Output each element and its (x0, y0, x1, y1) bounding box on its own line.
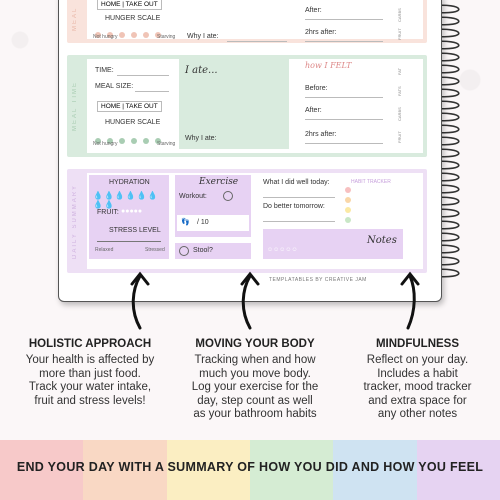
habit-dot-2[interactable] (345, 197, 351, 203)
hydration-box (89, 175, 169, 259)
two-hrs-line-2[interactable] (305, 143, 383, 144)
scale-low-label: Not hungry (93, 34, 118, 40)
habit-tracker-label: HABIT TRACKER (351, 179, 391, 185)
arrow-icon-middle (230, 270, 270, 330)
feature-line: Reflect on your day. (366, 354, 469, 366)
feature-line: Tracking when and how (194, 354, 316, 366)
notes-box[interactable] (263, 229, 403, 259)
meal-time-side-label: MEAL TIME (72, 81, 78, 132)
did-well-line[interactable] (263, 197, 335, 198)
fruit-label: FRUIT: (97, 209, 119, 216)
footer-text: END YOUR DAY WITH A SUMMARY OF HOW YOU DID AND HOW YOU FEEL (16, 460, 484, 474)
time-label: TIME: (95, 67, 114, 74)
tag-fruit: FRUIT (397, 28, 402, 40)
meal-side-label: MEAL (72, 6, 78, 32)
meal-inner-2 (87, 59, 423, 153)
feature-line: more than just food. (39, 367, 141, 380)
why-ate-line[interactable] (227, 41, 287, 42)
stress-high-label: Stressed (145, 247, 165, 253)
habit-dot-3[interactable] (345, 207, 351, 213)
stress-low-label: Relaxed (95, 247, 114, 253)
planner-page (58, 0, 442, 302)
meal-section-1 (67, 0, 427, 43)
stool-box[interactable] (175, 243, 251, 259)
tag-fats: FATS (397, 86, 402, 96)
tag-fruit-2: FRUIT (397, 131, 402, 143)
feature-line: tracker, mood tracker (363, 381, 472, 393)
feature-mindfulness (345, 338, 490, 422)
feature-line: Track your water intake, (28, 381, 152, 393)
meal-inner-1 (87, 0, 423, 39)
feature-line: day, step count as well (197, 394, 313, 407)
daily-inner (87, 173, 423, 269)
time-line[interactable] (117, 75, 169, 76)
footprint-icon: 👣 (181, 219, 190, 226)
credit-text: TEMPLATABLES BY CREATIVE JAM (269, 277, 367, 283)
feature-title: MINDFULNESS (375, 338, 460, 350)
tag-carbs: CARBS (397, 8, 402, 22)
feature-title: MOVING YOUR BODY (195, 338, 315, 350)
why-ate-label-2: Why I ate: (185, 135, 217, 142)
exercise-title: Exercise (199, 177, 239, 187)
workout-label: Workout: (179, 193, 207, 200)
feature-line: as your bathroom habits (193, 408, 317, 420)
feature-line: Includes a habit (377, 367, 458, 380)
feature-line: much you move body. (199, 367, 311, 380)
what-did-well-label: What I did well today: (263, 179, 330, 186)
home-takeout-toggle[interactable]: HOME | TAKE OUT (97, 0, 162, 10)
hunger-scale-label-2: HUNGER SCALE (105, 119, 161, 126)
feature-line: fruit and stress levels! (34, 394, 146, 407)
scale-high-label-2: Starving (157, 141, 176, 147)
why-ate-label: Why I ate: (187, 33, 219, 40)
scale-low-label-2: Not hungry (93, 141, 118, 147)
water-drop-icons[interactable]: 💧💧💧💧💧💧💧💧 (93, 191, 159, 209)
feature-line: any other notes (377, 408, 458, 420)
after-label: After: (305, 7, 322, 14)
fruit-circle-icons[interactable]: ●●●●● (121, 208, 143, 215)
tag-carbs-2: CARBS (397, 107, 402, 121)
after-label-2: After: (305, 107, 322, 114)
daily-summary-side-label: DAILY SUMMARY (72, 183, 78, 259)
do-better-line[interactable] (263, 221, 335, 222)
two-hrs-after-label: 2hrs after: (305, 29, 337, 36)
tag-fat: FAT (397, 67, 402, 75)
stool-label: Stool? (193, 247, 213, 254)
scale-high-label: Starving (157, 34, 176, 40)
arrow-icon-left (120, 270, 160, 330)
clock-icon (223, 191, 233, 201)
meal-section-2 (67, 55, 427, 157)
habit-dot-4[interactable] (345, 217, 351, 223)
after-line-2[interactable] (305, 119, 383, 120)
feature-title: HOLISTIC APPROACH (28, 338, 152, 350)
stress-slider[interactable] (97, 241, 161, 242)
before-label: Before: (305, 85, 328, 92)
steps-box[interactable] (177, 215, 249, 231)
exercise-box (175, 175, 251, 237)
arrow-icon-right (390, 270, 430, 330)
daily-summary-section (67, 169, 427, 273)
two-hrs-after-label-2: 2hrs after: (305, 131, 337, 138)
meal-size-label: MEAL SIZE: (95, 83, 134, 90)
two-hrs-line[interactable] (305, 41, 383, 42)
how-i-felt-label: how I FELT (305, 61, 352, 70)
hunger-scale-label: HUNGER SCALE (105, 15, 161, 22)
feature-moving (180, 338, 330, 422)
hydration-label: HYDRATION (109, 179, 150, 186)
stress-level-label: STRESS LEVEL (109, 227, 161, 234)
i-ate-box[interactable] (179, 59, 289, 149)
do-better-label: Do better tomorrow: (263, 203, 325, 210)
feature-line: Your health is affected by (25, 354, 155, 366)
feature-holistic (10, 338, 170, 408)
notes-label: Notes (367, 235, 397, 246)
meal-size-line[interactable] (135, 91, 169, 92)
after-line[interactable] (305, 19, 383, 20)
feature-line: and extra space for (368, 394, 467, 407)
steps-value: / 10 (197, 219, 209, 226)
mood-icons[interactable]: ☺☺☺☺☺ (267, 247, 298, 253)
before-line[interactable] (305, 97, 383, 98)
i-ate-label: I ate... (185, 65, 218, 76)
feature-line: Log your exercise for the (191, 381, 319, 393)
stool-icon (179, 246, 189, 256)
home-takeout-toggle-2[interactable]: HOME | TAKE OUT (97, 101, 162, 112)
habit-dot-1[interactable] (345, 187, 351, 193)
